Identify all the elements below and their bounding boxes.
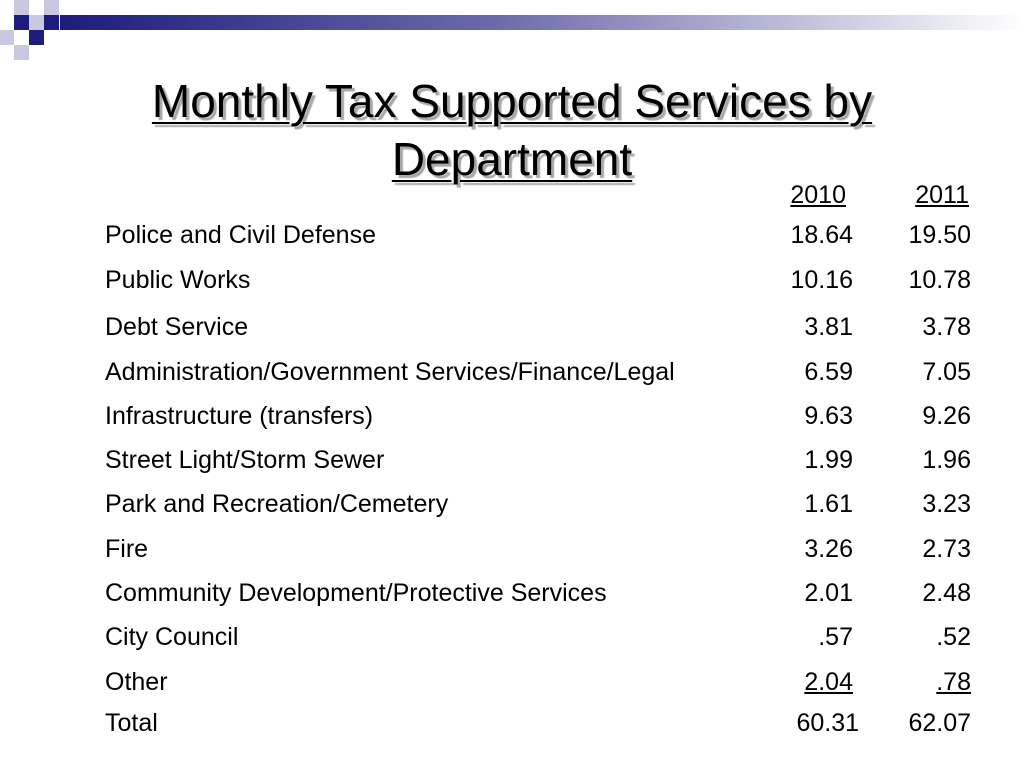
table-row	[105, 533, 971, 565]
total-value-2010: 60.31	[796, 709, 859, 737]
table-row	[105, 577, 971, 609]
value-2011: 10.78	[908, 266, 971, 294]
row-label: Fire	[105, 535, 149, 563]
value-2010: 9.63	[804, 402, 853, 430]
value-2010: 1.99	[804, 446, 853, 474]
table-row	[105, 666, 971, 698]
row-label: Other	[105, 668, 168, 696]
value-2011: .52	[936, 623, 971, 651]
value-2011: .78	[936, 668, 971, 696]
value-2010: 2.01	[804, 579, 853, 607]
slide-title: Monthly Tax Supported Services by Department	[151, 75, 873, 185]
row-label: Park and Recreation/Cemetery	[105, 490, 449, 518]
value-2011: 2.73	[922, 535, 971, 563]
value-2011: 3.23	[922, 490, 971, 518]
value-2011: 2.48	[922, 579, 971, 607]
value-2010: 3.26	[804, 535, 853, 563]
value-2011: 7.05	[922, 358, 971, 386]
value-2010: 6.59	[804, 358, 853, 386]
value-2010: 2.04	[804, 668, 853, 696]
total-label: Total	[105, 709, 158, 737]
row-label: City Council	[105, 623, 239, 651]
value-2011: 19.50	[908, 221, 971, 249]
total-value-2011: 62.07	[908, 709, 971, 737]
row-label: Street Light/Storm Sewer	[105, 446, 385, 474]
value-2010: 18.64	[790, 221, 853, 249]
value-2011: 3.78	[922, 313, 971, 341]
row-label: Administration/Government Services/Finance/Legal	[105, 358, 675, 386]
table-row	[105, 356, 971, 388]
value-2010: 1.61	[804, 490, 853, 518]
row-label: Police and Civil Defense	[105, 221, 376, 249]
column-header-2011: 2011	[915, 181, 969, 209]
table-row	[105, 621, 971, 653]
table-row	[105, 311, 971, 343]
row-label: Public Works	[105, 266, 251, 294]
value-2010: .57	[818, 623, 853, 651]
row-label: Debt Service	[105, 313, 249, 341]
decorative-header-band	[0, 0, 1024, 70]
total-row	[105, 707, 971, 739]
table-row	[105, 219, 971, 251]
value-2010: 10.16	[790, 266, 853, 294]
table-row	[105, 264, 971, 296]
column-header-2010: 2010	[790, 181, 846, 209]
table-row	[105, 488, 971, 520]
value-2010: 3.81	[804, 313, 853, 341]
row-label: Community Development/Protective Services	[105, 579, 607, 607]
table-row	[105, 444, 971, 476]
table-row	[105, 400, 971, 432]
value-2011: 1.96	[922, 446, 971, 474]
value-2011: 9.26	[922, 402, 971, 430]
row-label: Infrastructure (transfers)	[105, 402, 374, 430]
